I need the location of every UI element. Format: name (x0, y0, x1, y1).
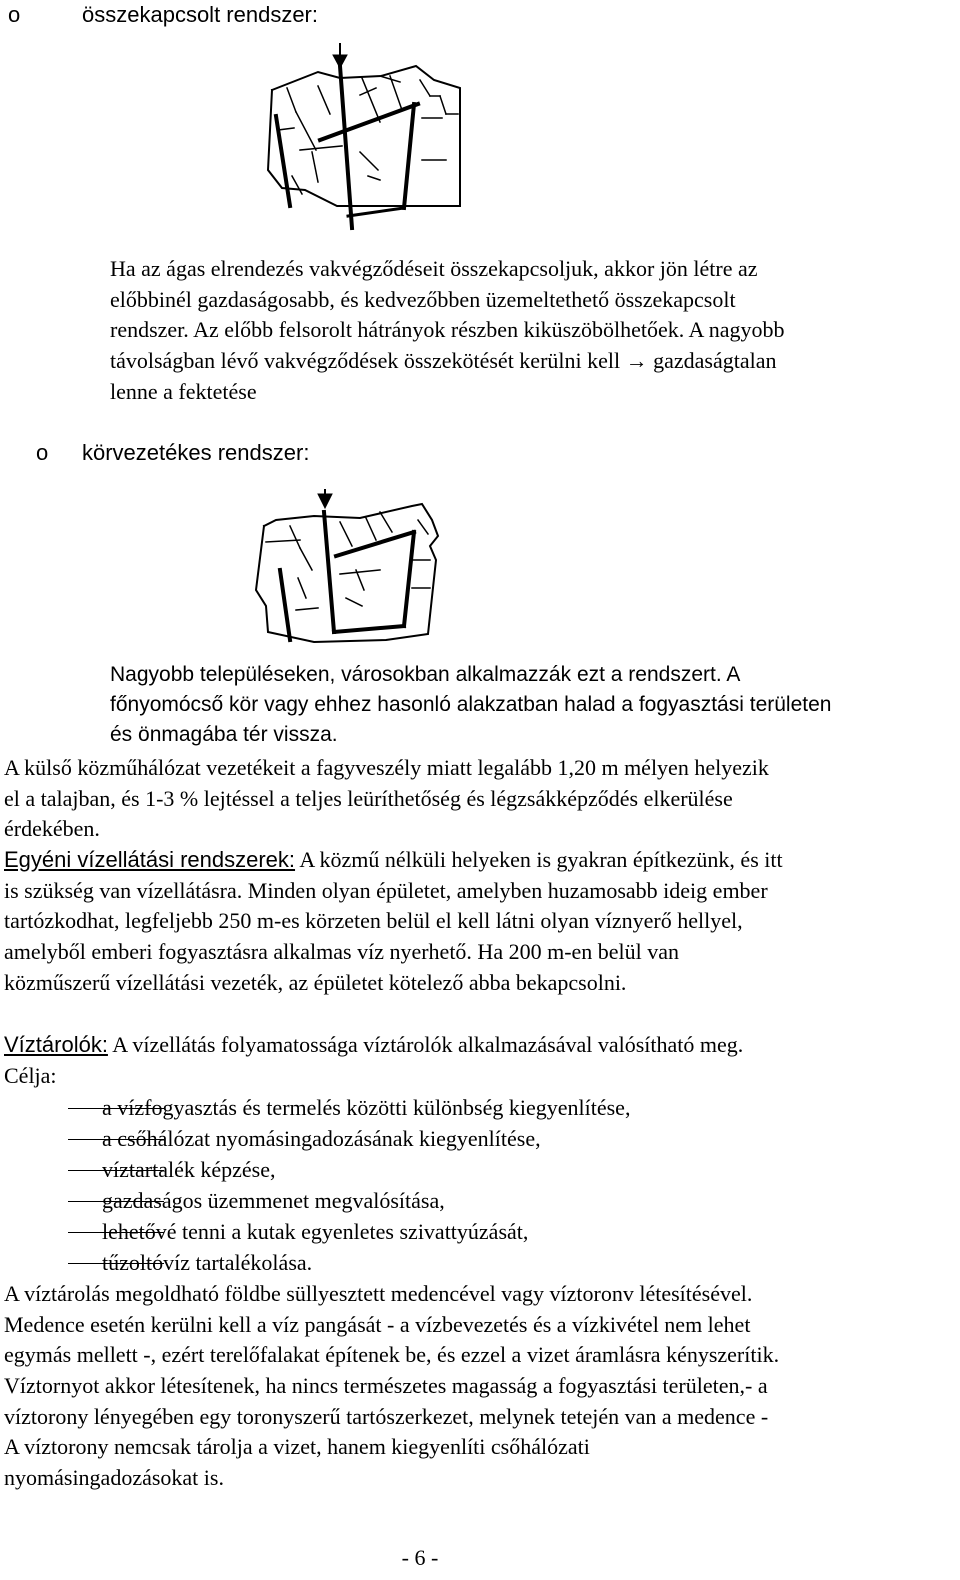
thin-branch (366, 518, 376, 540)
celja-label: Célja: (4, 1063, 57, 1088)
thin-branch (290, 526, 300, 548)
list-item: gazdaságos üzemmenet megvalósítása, (102, 1188, 445, 1213)
page-number: - 6 - (401, 1545, 439, 1570)
thick-loop-main (324, 512, 334, 632)
inlet-arrow-head (318, 494, 332, 508)
body-line: nyomásingadozásokat is. (4, 1465, 224, 1490)
thin-branch (340, 522, 352, 546)
paragraph-line: és önmagába tér vissza. (110, 723, 338, 746)
thin-branch (296, 608, 318, 610)
egyeni-title: Egyéni vízellátási rendszerek: (4, 847, 296, 872)
thin-branch (296, 112, 316, 150)
thin-branch (318, 86, 330, 114)
list-item: tűzoltóvíz tartalékolása. (102, 1250, 313, 1275)
paragraph-line: távolságban lévő vakvégződések összekötését kerülni kell → gazdaságtalan (110, 348, 777, 373)
paragraph-line: lenne a fektetése (110, 379, 257, 404)
thin-branch (266, 540, 300, 542)
main-pipe (340, 66, 352, 228)
egyeni-first-text: A közmű nélküli helyeken is gyakran építkezünk, és itt (295, 847, 783, 872)
body-text (4, 753, 954, 1513)
list-item: a csőhálózat nyomásingadozásának kiegyenlítése, (102, 1126, 541, 1151)
thin-branch (362, 78, 380, 122)
thin-branch (287, 88, 296, 112)
body-line: A víztorony nemcsak tárolja a vizet, hanem kiegyenlíti csőhálózati (4, 1434, 590, 1459)
thin-branch (300, 548, 312, 570)
thick-pipe-upper (320, 104, 418, 140)
section-heading-korvezetekes: körvezetékes rendszer: (82, 440, 310, 465)
paragraph-line: főnyomócső kör vagy ehhez hasonló alakzatban halad a fogyasztási területen (110, 693, 832, 716)
list-item: víztartalék képzése, (102, 1157, 276, 1182)
thin-branch (340, 570, 380, 574)
body-line: közműszerű vízellátási vezeték, az épületet kötelező abba bekapcsolni. (4, 970, 627, 995)
body-line: Medence esetén kerülni kell a víz pangását - a vízbevezetés és a vízkivétel nem lehet (4, 1312, 751, 1337)
paragraph-line: Nagyobb településeken, városokban alkalmazzák ezt a rendszert. A (110, 663, 741, 686)
thin-branch (298, 578, 306, 598)
viztarolo-title: Víztárolók: (4, 1032, 108, 1057)
thick-loop-upper (336, 532, 414, 556)
thin-branch (356, 570, 364, 590)
body-line: A külső közműhálózat vezetékeit a fagyveszély miatt legalább 1,20 m mélyen helyezik (4, 755, 769, 780)
body-line: is szükség van vízellátásra. Minden olyan épületet, amelyben huzamosabb ideig ember (4, 878, 768, 903)
thin-branch (312, 152, 318, 182)
bullet-marker: o (8, 2, 21, 27)
list-item: a vízfogyasztás és termelés közötti különbség kiegyenlítése, (102, 1095, 631, 1120)
body-line: el a talajban, és 1-3 % lejtéssel a teljes leüríthetőség és légzsákképződés elkerülése (4, 786, 733, 811)
body-line: A víztárolás megoldható földbe süllyesztett medencével vagy víztoronv létesítésével. (4, 1281, 753, 1306)
thin-branch (368, 176, 380, 180)
body-line: érdekében. (4, 816, 100, 841)
thin-branch (360, 152, 378, 170)
thin-branch (418, 520, 428, 534)
thick-pipe-vertical (404, 104, 414, 208)
section-heading-osszekapcsolt: összekapcsolt rendszer: (82, 2, 318, 27)
loop-network-diagram (0, 470, 960, 670)
body-line: Víztornyot akkor létesítenek, ha nincs természetes magasság a fogyasztási területen,- a (4, 1373, 768, 1398)
thin-branch (346, 598, 362, 606)
thick-loop-bottom (334, 626, 404, 632)
thick-pipe-left (280, 570, 290, 640)
paragraph-line: Ha az ágas elrendezés vakvégződéseit összekapcsoljuk, akkor jön létre az (110, 256, 758, 281)
thin-branch (278, 128, 294, 130)
thin-branch (292, 176, 302, 194)
body-line: tartózkodhat, legfeljebb 250 m-es körzeten belül el kell látni olyan víznyerő hellyel, (4, 908, 743, 933)
thin-branch (440, 96, 446, 114)
body-line: amelyből emberi fogyasztásra alkalmas víz nyerhető. Ha 200 m-en belül van (4, 939, 680, 964)
viztarolo-first-text: A vízellátás folyamatossága víztárolók alkalmazásával valósítható meg. (107, 1032, 744, 1057)
thin-branch (380, 512, 392, 532)
paragraph-line: rendszer. Az előbb felsorolt hátrányok részben kiküszöbölhetőek. A nagyobb (110, 317, 785, 342)
thin-branch (300, 146, 342, 150)
egyeni-first-line (4, 845, 783, 875)
viztarolo-first-line (4, 1030, 743, 1060)
body-line: egymás mellett -, ezért terelőfalakat építenek be, és ezzel a vizet áramlásra kényszerítik. (4, 1342, 780, 1367)
thick-loop-right (404, 532, 414, 626)
body-line: víztorony lényegében egy toronyszerű tartószerkezet, melynek tetején van a medence - (4, 1404, 769, 1429)
interconnected-network-diagram (0, 0, 960, 240)
paragraph-line: előbbinél gazdaságosabb, és kedvezőbben üzemeltethető összekapcsolt (110, 287, 736, 312)
thick-pipe-lower (348, 208, 404, 216)
thin-branch (420, 80, 430, 96)
list-item: lehetővé tenni a kutak egyenletes szivattyúzását, (102, 1219, 529, 1244)
bullet-marker: o (36, 440, 49, 465)
